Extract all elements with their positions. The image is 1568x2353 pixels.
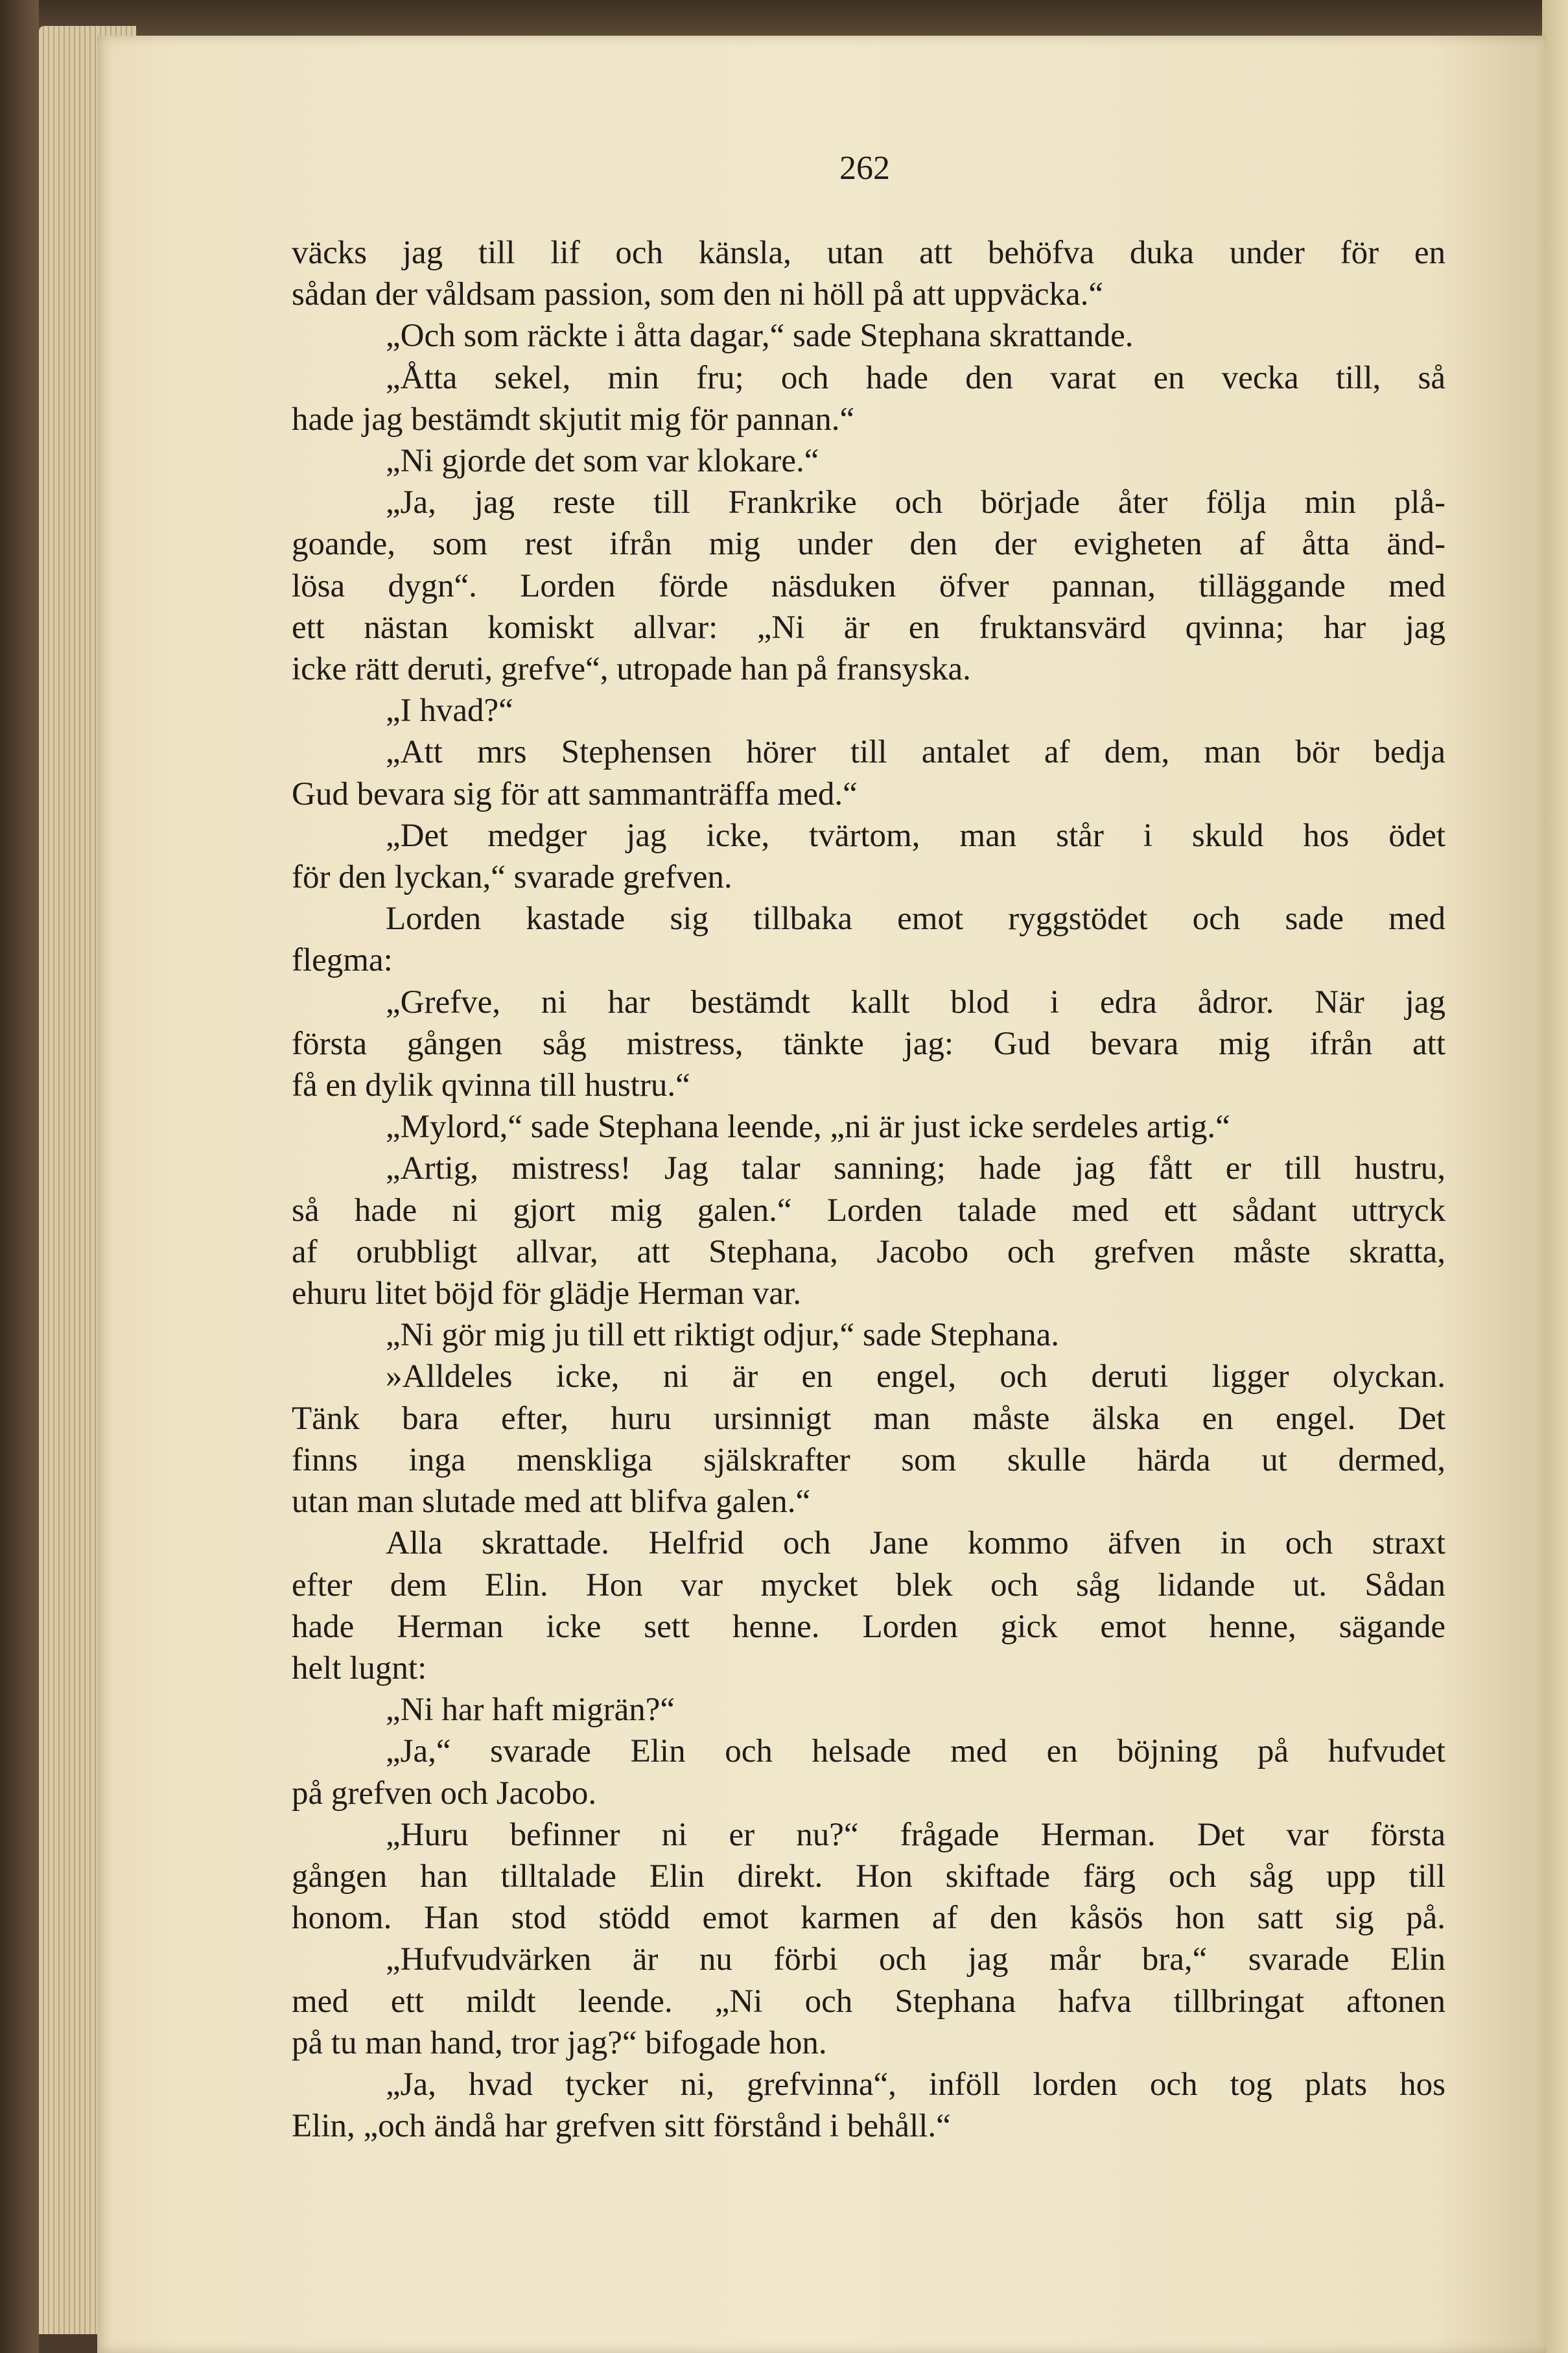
text-line: få en dylik qvinna till hustru.“ — [292, 1067, 690, 1104]
text-line: „Huru befinner ni er nu?“ frågade Herman. Det var första — [386, 1816, 1445, 1853]
next-page-sliver — [1542, 0, 1568, 2353]
text-line: Lorden kastade sig tillbaka emot ryggstödet och sade med — [386, 901, 1445, 938]
text-line: „Hufvudvärken är nu förbi och jag mår bra,“ svarade Elin — [386, 1941, 1445, 1978]
book-cover-edge — [0, 0, 39, 2353]
text-line: lösa dygn“. Lorden förde näsduken öfver pannan, tilläggande med — [292, 567, 1445, 604]
text-line: „Artig, mistress! Jag talar sanning; hade jag fått er till hustru, — [386, 1150, 1445, 1187]
text-line: så hade ni gjort mig galen.“ Lorden talade med ett sådant uttryck — [292, 1192, 1445, 1229]
text-line: utan man slutade med att blifva galen.“ — [292, 1484, 811, 1520]
text-line: »Alldeles icke, ni är en engel, och deruti ligger olyckan. — [386, 1358, 1445, 1395]
text-line: väcks jag till lif och känsla, utan att behöfva duka under för en — [292, 235, 1445, 271]
book-top-edge — [39, 0, 1543, 36]
text-line: „Att mrs Stephensen hörer till antalet af dem, man bör bedja — [386, 734, 1445, 771]
text-line: hade jag bestämdt skjutit mig för pannan.“ — [292, 401, 855, 438]
text-line: Elin, „och ändå har grefven sitt förstånd i behåll.“ — [292, 2108, 951, 2145]
text-line: flegma: — [292, 942, 393, 979]
text-line: med ett mildt leende. „Ni och Stephana hafva tillbringat aftonen — [292, 1983, 1445, 2020]
text-line: „Åtta sekel, min fru; och hade den varat en vecka till, så — [386, 359, 1445, 396]
text-line: Gud bevara sig för att sammanträffa med.“ — [292, 775, 858, 812]
text-line: „Grefve, ni har bestämdt kallt blod i edra ådror. När jag — [386, 984, 1445, 1021]
text-line: ehuru litet böjd för glädje Herman var. — [292, 1275, 801, 1312]
text-line: „Det medger jag icke, tvärtom, man står i skuld hos ödet — [386, 817, 1445, 854]
text-line: goande, som rest ifrån mig under den der evigheten af åtta änd- — [292, 526, 1445, 563]
text-line: icke rätt deruti, grefve“, utropade han på fransyska. — [292, 651, 971, 688]
text-line: honom. Han stod stödd emot karmen af den kåsös hon satt sig på. — [292, 1900, 1445, 1937]
page-text — [292, 232, 1445, 2147]
text-line: „Ni har haft migrän?“ — [386, 1692, 675, 1729]
text-line: sådan der våldsam passion, som den ni höll på att uppväcka.“ — [292, 276, 1104, 313]
text-line: på grefven och Jacobo. — [292, 1775, 597, 1812]
text-line: efter dem Elin. Hon var mycket blek och såg lidande ut. Sådan — [292, 1567, 1445, 1603]
text-line: Tänk bara efter, huru ursinnigt man måste älska en engel. Det — [292, 1400, 1445, 1437]
text-line: „Ja, hvad tycker ni, grefvinna“, inföll lorden och tog plats hos — [386, 2066, 1445, 2103]
text-line: „Ja,“ svarade Elin och helsade med en böjning på hufvudet — [386, 1733, 1445, 1770]
text-line: ett nästan komiskt allvar: „Ni är en fruktansvärd qvinna; har jag — [292, 609, 1445, 646]
text-line: „Ja, jag reste till Frankrike och började åter följa min plå- — [386, 484, 1445, 521]
text-line: helt lugnt: — [292, 1649, 427, 1686]
text-line: första gången såg mistress, tänkte jag: Gud bevara mig ifrån att — [292, 1025, 1445, 1062]
text-line: för den lyckan,“ svarade grefven. — [292, 859, 732, 896]
text-line: „I hvad?“ — [386, 692, 513, 729]
text-line: på tu man hand, tror jag?“ bifogade hon. — [292, 2024, 827, 2061]
text-line: „Ni gör mig ju till ett riktigt odjur,“ sade Stephana. — [386, 1317, 1060, 1354]
text-line: „Och som räckte i åtta dagar,“ sade Stephana skrattande. — [386, 318, 1134, 355]
text-line: af orubbligt allvar, att Stephana, Jacobo och grefven måste skratta, — [292, 1233, 1445, 1270]
text-line: „Ni gjorde det som var klokare.“ — [386, 443, 819, 480]
text-line: gången han tilltalade Elin direkt. Hon skiftade färg och såg upp till — [292, 1858, 1445, 1895]
page-number: 262 — [839, 150, 890, 187]
text-line: Alla skrattade. Helfrid och Jane kommo äfven in och straxt — [386, 1525, 1445, 1562]
text-line: „Mylord,“ sade Stephana leende, „ni är just icke serdeles artig.“ — [386, 1109, 1230, 1146]
text-line: finns inga menskliga själskrafter som skulle härda ut dermed, — [292, 1441, 1445, 1478]
text-line: hade Herman icke sett henne. Lorden gick emot henne, sägande — [292, 1608, 1445, 1645]
